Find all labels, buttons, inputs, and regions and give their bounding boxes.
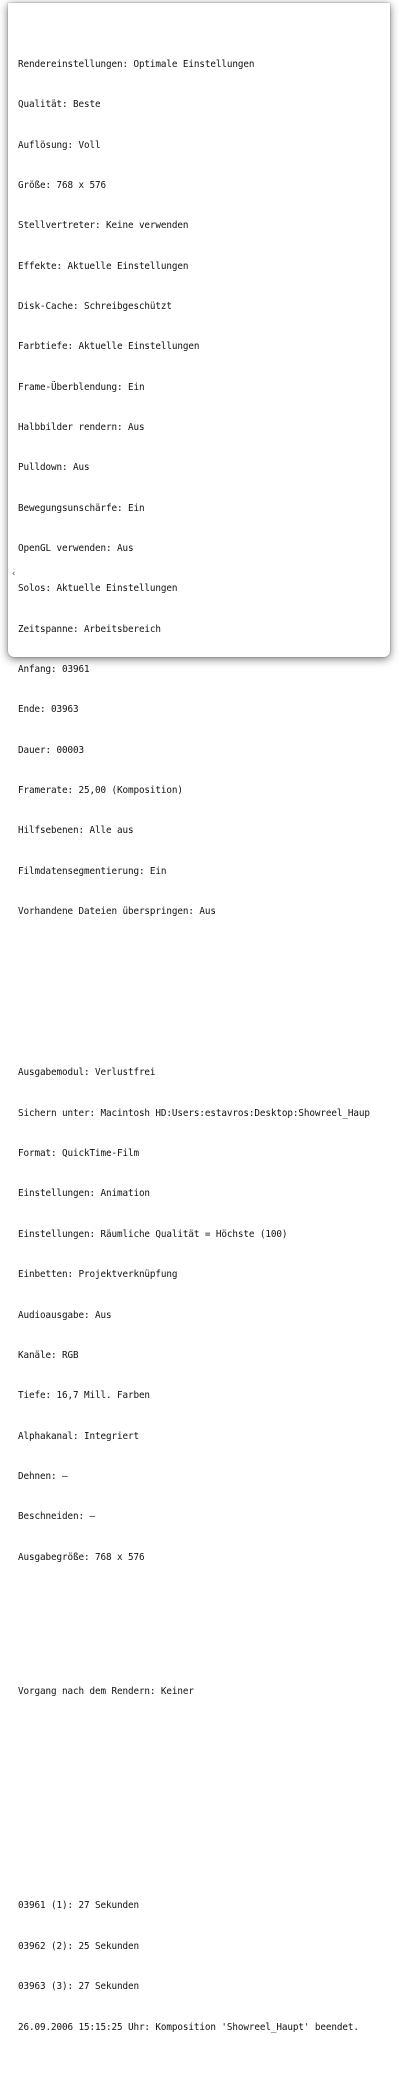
log-line: Solos: Aktuelle Einstellungen	[18, 583, 178, 595]
blank-line	[18, 1631, 390, 1644]
render-settings-section	[18, 31, 390, 945]
log-line: Zeitspanne: Arbeitsbereich	[18, 623, 161, 635]
log-line: Frame-Überblendung: Ein	[18, 381, 145, 393]
output-settings-section	[18, 1040, 390, 1591]
log-line: Größe: 768 x 576	[18, 179, 106, 191]
log-line: Kanäle: RGB	[18, 1349, 79, 1361]
log-line: Filmdatensegmentierung: Ein	[18, 865, 167, 877]
log-line: Ende: 03963	[18, 704, 79, 716]
log-line: Dehnen: –	[18, 1470, 68, 1482]
log-line: Audioausgabe: Aus	[18, 1309, 112, 1321]
render-results-section	[18, 1873, 390, 2061]
result-line: 03962 (2): 25 Sekunden	[18, 1940, 139, 1952]
log-line: Rendereinstellungen: Optimale Einstellungen	[18, 58, 255, 70]
result-line: 03963 (3): 27 Sekunden	[18, 1981, 139, 1993]
log-line: Einstellungen: Animation	[18, 1188, 150, 1200]
log-line: Tiefe: 16,7 Mill. Farben	[18, 1390, 150, 1402]
log-line: Framerate: 25,00 (Komposition)	[18, 785, 183, 796]
render-log-text	[18, 4, 390, 2088]
log-line: Bewegungsunschärfe: Ein	[18, 502, 145, 514]
log-line: Dauer: 00003	[18, 744, 84, 756]
log-line: Ausgabegröße: 768 x 576	[18, 1551, 145, 1563]
log-line: OpenGL verwenden: Aus	[18, 542, 134, 554]
log-line: Einstellungen: Räumliche Qualität = Höchste (100)	[18, 1228, 288, 1240]
log-line: Vorhandene Dateien überspringen: Aus	[18, 906, 216, 918]
render-log-window	[8, 3, 390, 2033]
text-cursor-icon: ‹	[11, 569, 17, 579]
log-line: Hilfsebenen: Alle aus	[18, 825, 134, 837]
log-line: Auflösung: Voll	[18, 139, 101, 151]
result-line: 26.09.2006 15:15:25 Uhr: Komposition 'Showreel_Haupt' beendet.	[18, 2021, 359, 2033]
log-line: Halbbilder rendern: Aus	[18, 421, 145, 433]
result-line: 03961 (1): 27 Sekunden	[18, 1900, 139, 1912]
blank-space	[18, 1739, 390, 1792]
log-line: Einbetten: Projektverknüpfung	[18, 1269, 178, 1281]
log-line: Format: QuickTime-Film	[18, 1148, 139, 1160]
log-line: Disk-Cache: Schreibgeschützt	[18, 300, 172, 312]
log-line: Qualität: Beste	[18, 99, 101, 111]
log-line: Beschneiden: –	[18, 1511, 95, 1523]
log-line: Ausgabemodul: Verlustfrei	[18, 1067, 156, 1079]
log-line: Alphakanal: Integriert	[18, 1430, 139, 1442]
log-line: Effekte: Aktuelle Einstellungen	[18, 260, 189, 272]
log-line: Anfang: 03961	[18, 663, 90, 675]
log-line: Stellvertreter: Keine verwenden	[18, 220, 189, 232]
log-line: Sichern unter: Macintosh HD:Users:estavros:Desktop:Showreel_Haup	[18, 1107, 370, 1119]
log-line: Pulldown: Aus	[18, 462, 90, 474]
log-line: Farbtiefe: Aktuelle Einstellungen	[18, 341, 200, 353]
blank-line	[18, 1819, 390, 1832]
blank-line	[18, 986, 390, 999]
post-render-line: Vorgang nach dem Rendern: Keiner	[18, 1686, 194, 1698]
